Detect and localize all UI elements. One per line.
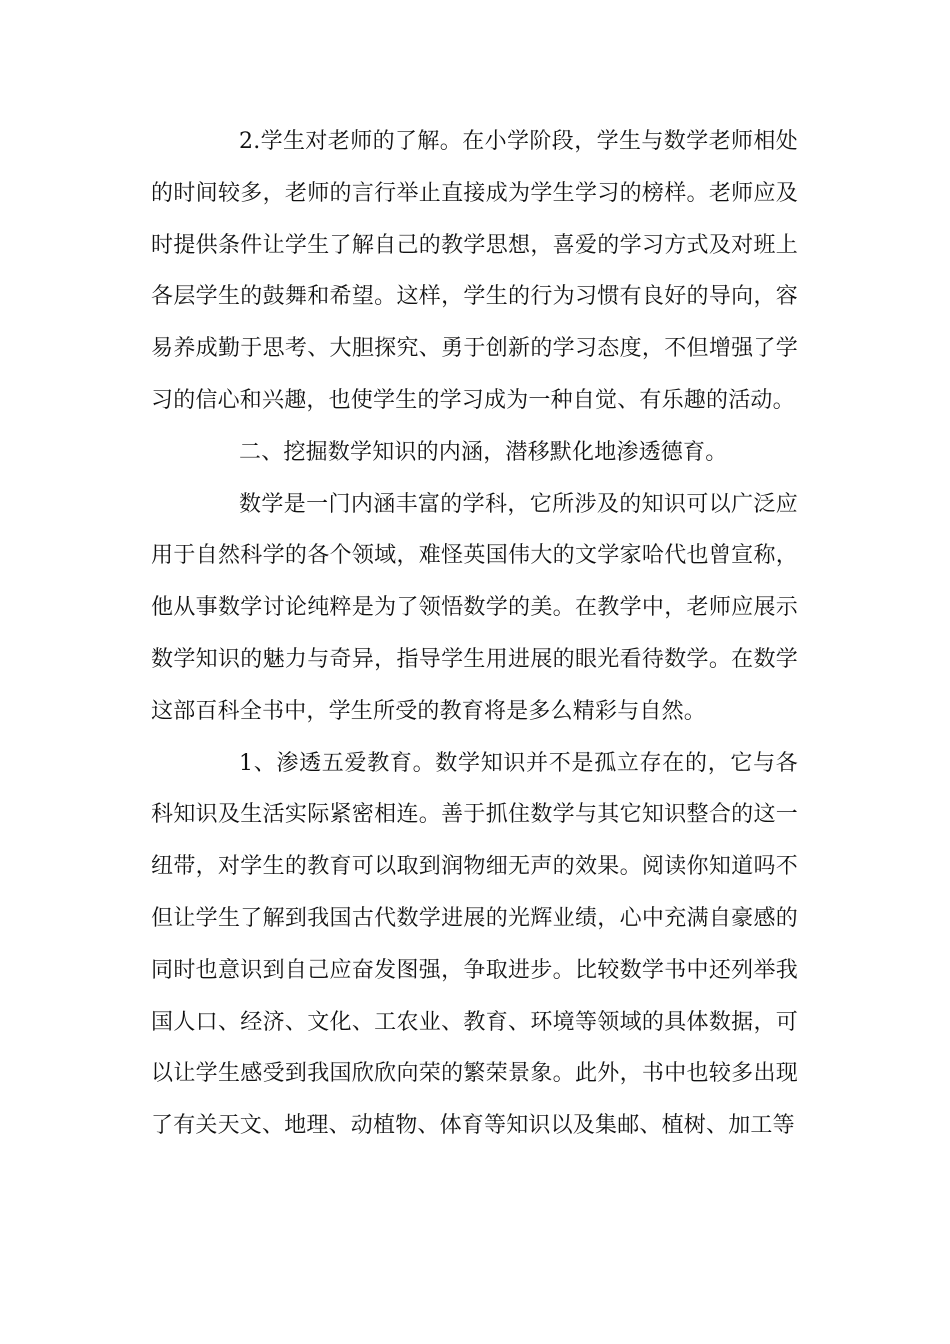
paragraph-five-loves-education: 1、渗透五爱教育。数学知识并不是孤立存在的，它与各科知识及生活实际紧密相连。善于抓住数学与其它知识整合的这一纽带，对学生的教育可以取到润物细无声的效果。阅读你知道吗不但让学生了解到我国古代数学进展的光辉业绩，心中充满自豪感的同时也意识到自己应奋发图强，争取进步。比较数学书中还列举我国人口、经济、文化、工农业、教育、环境等领域的具体数据，可以让学生感受到我国欣欣向荣的繁荣景象。此外，书中也较多出现了有关天文、地理、动植物、体育等知识以及集邮、植树、加工等 (151, 750, 798, 1139)
paragraph-teacher-understanding: 2.学生对老师的了解。在小学阶段，学生与数学老师相处的时间较多，老师的言行举止直接成为学生学习的榜样。老师应及时提供条件让学生了解自己的教学思想，喜爱的学习方式及对班上各层学生的鼓舞和希望。这样，学生的行为习惯有良好的导向，容易养成勤于思考、大胆探究、勇于创新的学习态度，不但增强了学习的信心和兴趣，也使学生的学习成为一种自觉、有乐趣的活动。 (151, 129, 798, 413)
paragraph-math-rich-discipline: 数学是一门内涵丰富的学科，它所涉及的知识可以广泛应用于自然科学的各个领域，难怪英国伟大的文学家哈代也曾宣称，他从事数学讨论纯粹是为了领悟数学的美。在教学中，老师应展示数学知识的魅力与奇异，指导学生用进展的眼光看待数学。在数学这部百科全书中，学生所受的教育将是多么精彩与自然。 (151, 491, 798, 724)
section-heading-mining-math-knowledge: 二、挖掘数学知识的内涵，潜移默化地渗透德育。 (239, 439, 728, 465)
document-body (151, 116, 798, 1152)
